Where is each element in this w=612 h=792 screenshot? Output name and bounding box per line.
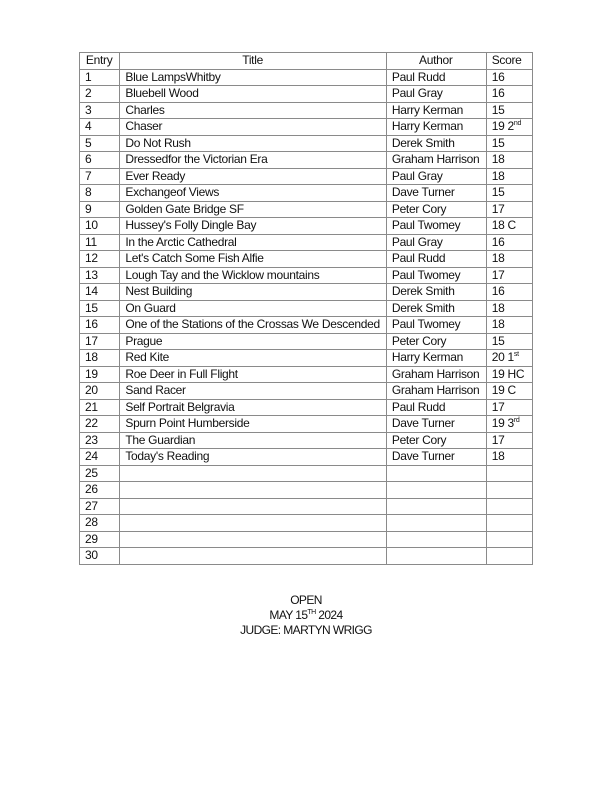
score-cell <box>486 152 532 169</box>
table-row <box>80 86 533 103</box>
score-value: 19 <box>491 366 505 381</box>
score-value: 15 <box>491 102 505 117</box>
author-cell <box>386 482 486 499</box>
title-cell: Chaser <box>120 119 387 136</box>
table-row <box>80 218 533 235</box>
table-row <box>80 251 533 268</box>
title-cell: Prague <box>120 333 387 350</box>
title-cell: Self Portrait Belgravia <box>120 399 387 416</box>
score-cell <box>486 383 532 400</box>
title-cell: Do Not Rush <box>120 135 387 152</box>
score-value: 19 <box>491 416 505 430</box>
score-cell <box>486 218 532 235</box>
award-badge: 2 <box>507 119 514 133</box>
author-cell: Dave Turner <box>386 185 486 202</box>
category-label: OPEN <box>290 593 322 607</box>
entry-cell: 16 <box>80 317 120 334</box>
score-value: 18 <box>491 317 505 331</box>
table-row <box>80 69 533 86</box>
table-row <box>80 531 533 548</box>
header-title: Title <box>120 53 387 70</box>
entry-cell: 21 <box>80 399 120 416</box>
entry-cell: 18 <box>80 350 120 367</box>
entry-cell: 14 <box>80 284 120 301</box>
judge-name: JUDGE: MARTYN WRIGG <box>240 623 372 637</box>
entry-cell: 28 <box>80 515 120 532</box>
author-cell: Paul Gray <box>386 234 486 251</box>
score-value: 17 <box>491 267 505 282</box>
award-ordinal: nd <box>513 120 522 127</box>
title-cell: Hussey's Folly Dingle Bay <box>120 218 387 235</box>
entry-cell: 3 <box>80 102 120 119</box>
author-cell: Dave Turner <box>386 449 486 466</box>
table-row <box>80 119 533 136</box>
author-cell: Derek Smith <box>386 300 486 317</box>
entry-cell: 2 <box>80 86 120 103</box>
table-row <box>80 234 533 251</box>
entry-cell: 30 <box>80 548 120 565</box>
author-cell: Peter Cory <box>386 432 486 449</box>
score-cell <box>486 267 532 284</box>
table-row <box>80 267 533 284</box>
author-cell: Graham Harrison <box>386 383 486 400</box>
table-row <box>80 383 533 400</box>
score-cell <box>486 135 532 152</box>
entry-cell: 10 <box>80 218 120 235</box>
title-cell: Blue LampsWhitby <box>120 69 387 86</box>
score-cell <box>486 86 532 103</box>
header-author: Author <box>386 53 486 70</box>
table-row <box>80 350 533 367</box>
title-cell: Red Kite <box>120 350 387 367</box>
author-cell: Harry Kerman <box>386 350 486 367</box>
title-cell: Ever Ready <box>120 168 387 185</box>
award-badge: 3 <box>507 416 514 430</box>
score-cell <box>486 350 532 367</box>
award-ordinal: rd <box>513 417 520 424</box>
author-cell: Paul Twomey <box>386 267 486 284</box>
score-value: 17 <box>491 432 505 447</box>
title-cell: Exchangeof Views <box>120 185 387 202</box>
author-cell <box>386 548 486 565</box>
author-cell: Paul Rudd <box>386 251 486 268</box>
author-cell <box>386 498 486 515</box>
score-value: 16 <box>491 69 505 84</box>
table-row <box>80 102 533 119</box>
score-value: 20 <box>491 350 505 364</box>
author-cell: Paul Twomey <box>386 317 486 334</box>
author-cell: Dave Turner <box>386 416 486 433</box>
entry-cell: 8 <box>80 185 120 202</box>
title-cell: Nest Building <box>120 284 387 301</box>
table-row <box>80 416 533 433</box>
table-row <box>80 317 533 334</box>
table-row <box>80 168 533 185</box>
score-value: 18 <box>491 300 505 315</box>
title-cell: Charles <box>120 102 387 119</box>
score-value: 16 <box>491 86 505 100</box>
title-cell <box>120 498 387 515</box>
table-row <box>80 482 533 499</box>
title-cell <box>120 515 387 532</box>
author-cell: Graham Harrison <box>386 366 486 383</box>
entry-cell: 24 <box>80 449 120 466</box>
table-row <box>80 449 533 466</box>
title-cell: Dressedfor the Victorian Era <box>120 152 387 169</box>
score-cell <box>486 317 532 334</box>
table-row <box>80 300 533 317</box>
entry-cell: 20 <box>80 383 120 400</box>
score-cell <box>486 531 532 548</box>
score-cell <box>486 498 532 515</box>
award-badge: 1 <box>507 350 514 364</box>
award-ordinal: st <box>513 351 519 358</box>
score-value: 15 <box>491 185 505 199</box>
entry-cell: 26 <box>80 482 120 499</box>
score-value: 15 <box>491 333 505 348</box>
table-row <box>80 152 533 169</box>
table-row <box>80 399 533 416</box>
author-cell <box>386 465 486 482</box>
entry-cell: 15 <box>80 300 120 317</box>
table-row <box>80 284 533 301</box>
table-row <box>80 515 533 532</box>
entry-cell: 6 <box>80 152 120 169</box>
title-cell: Golden Gate Bridge SF <box>120 201 387 218</box>
award-badge: HC <box>507 366 525 381</box>
author-cell: Paul Twomey <box>386 218 486 235</box>
score-value: 17 <box>491 201 505 216</box>
table-body <box>80 69 533 564</box>
score-cell <box>486 251 532 268</box>
score-value: 16 <box>491 284 505 298</box>
author-cell: Peter Cory <box>386 333 486 350</box>
author-cell: Paul Gray <box>386 168 486 185</box>
table-row <box>80 201 533 218</box>
title-cell: Sand Racer <box>120 383 387 400</box>
entry-cell: 27 <box>80 498 120 515</box>
results-table <box>79 52 533 565</box>
award-badge: C <box>507 218 516 232</box>
score-value: 17 <box>491 399 505 414</box>
title-cell: Lough Tay and the Wicklow mountains <box>120 267 387 284</box>
entry-cell: 22 <box>80 416 120 433</box>
award-badge: C <box>507 383 516 397</box>
score-cell <box>486 548 532 565</box>
entry-cell: 1 <box>80 69 120 86</box>
score-cell <box>486 333 532 350</box>
score-cell <box>486 168 532 185</box>
entry-cell: 11 <box>80 234 120 251</box>
author-cell: Peter Cory <box>386 201 486 218</box>
entry-cell: 17 <box>80 333 120 350</box>
title-cell: The Guardian <box>120 432 387 449</box>
author-cell: Derek Smith <box>386 284 486 301</box>
competition-date: MAY 15TH 2024 <box>269 608 343 622</box>
author-cell: Harry Kerman <box>386 102 486 119</box>
table-row <box>80 432 533 449</box>
score-value: 19 <box>491 383 505 397</box>
title-cell <box>120 482 387 499</box>
title-cell: One of the Stations of the Crossas We Descended <box>120 317 387 334</box>
table-row <box>80 498 533 515</box>
entry-cell: 5 <box>80 135 120 152</box>
entry-cell: 23 <box>80 432 120 449</box>
title-cell <box>120 548 387 565</box>
entry-cell: 13 <box>80 267 120 284</box>
score-value: 18 <box>491 251 505 265</box>
table-row <box>80 185 533 202</box>
score-value: 15 <box>491 135 505 150</box>
score-cell <box>486 69 532 86</box>
entry-cell: 4 <box>80 119 120 136</box>
author-cell: Graham Harrison <box>386 152 486 169</box>
author-cell <box>386 531 486 548</box>
author-cell: Paul Gray <box>386 86 486 103</box>
score-value: 18 <box>491 168 505 183</box>
title-cell: Today's Reading <box>120 449 387 466</box>
table-row <box>80 465 533 482</box>
table-row <box>80 333 533 350</box>
header-score: Score <box>486 53 532 70</box>
title-cell: Bluebell Wood <box>120 86 387 103</box>
entry-cell: 9 <box>80 201 120 218</box>
author-cell: Paul Rudd <box>386 399 486 416</box>
score-cell <box>486 102 532 119</box>
entry-cell: 12 <box>80 251 120 268</box>
score-cell <box>486 366 532 383</box>
entry-cell: 29 <box>80 531 120 548</box>
score-cell <box>486 284 532 301</box>
title-cell: Spurn Point Humberside <box>120 416 387 433</box>
score-cell <box>486 465 532 482</box>
score-cell <box>486 399 532 416</box>
entry-cell: 19 <box>80 366 120 383</box>
score-cell <box>486 201 532 218</box>
table-header-row <box>80 53 533 70</box>
title-cell: On Guard <box>120 300 387 317</box>
score-cell <box>486 234 532 251</box>
title-cell <box>120 465 387 482</box>
table-row <box>80 548 533 565</box>
entry-cell: 7 <box>80 168 120 185</box>
score-cell <box>486 482 532 499</box>
score-cell <box>486 300 532 317</box>
score-cell <box>486 119 532 136</box>
score-value: 18 <box>491 152 505 166</box>
author-cell: Harry Kerman <box>386 119 486 136</box>
score-value: 18 <box>491 218 505 232</box>
title-cell: In the Arctic Cathedral <box>120 234 387 251</box>
header-entry: Entry <box>80 53 120 70</box>
table-row <box>80 366 533 383</box>
author-cell: Derek Smith <box>386 135 486 152</box>
title-cell: Let's Catch Some Fish Alfie <box>120 251 387 268</box>
score-cell <box>486 416 532 433</box>
competition-footer <box>0 593 612 638</box>
score-cell <box>486 185 532 202</box>
score-value: 19 <box>491 119 505 133</box>
score-value: 16 <box>491 234 505 249</box>
author-cell: Paul Rudd <box>386 69 486 86</box>
entry-cell: 25 <box>80 465 120 482</box>
author-cell <box>386 515 486 532</box>
title-cell: Roe Deer in Full Flight <box>120 366 387 383</box>
score-cell <box>486 515 532 532</box>
table-row <box>80 135 533 152</box>
score-cell <box>486 449 532 466</box>
title-cell <box>120 531 387 548</box>
score-value: 18 <box>491 449 505 463</box>
score-cell <box>486 432 532 449</box>
